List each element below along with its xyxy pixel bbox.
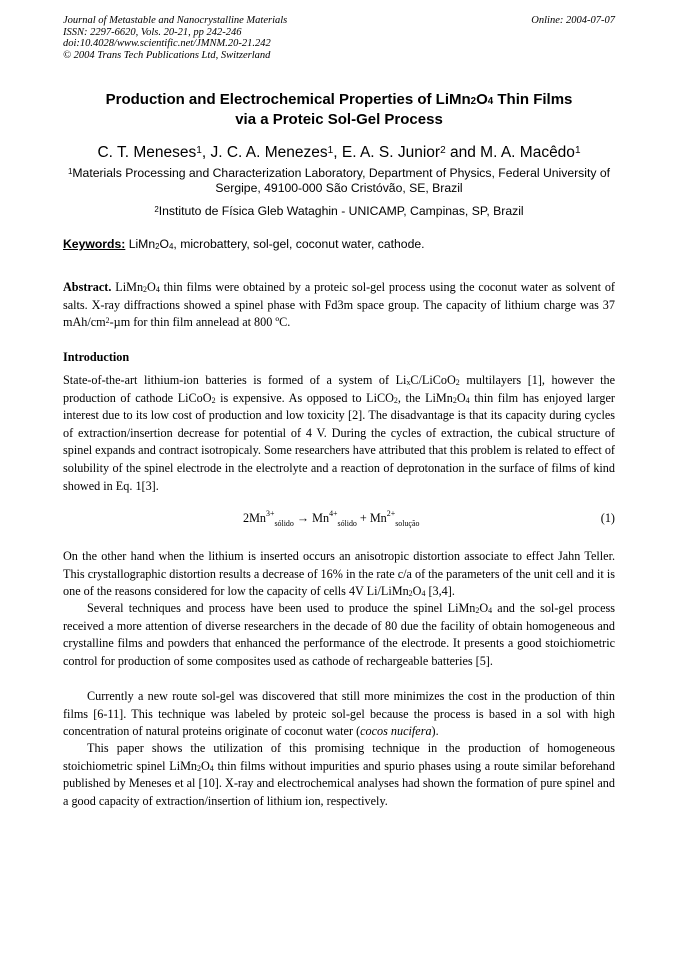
- paper-title: Production and Electrochemical Properties of $LiMn_2O_4$ Thin Films via a Proteic Sol-Gel Process: [105, 91, 573, 128]
- equation-number: (1): [600, 511, 615, 525]
- abstract: Abstract. $LiMn_2O_4$ thin films were obtained by a proteic sol-gel process using the coconut water as solvent of salts. X-ray diffractions showed a spinel phase with Fd3m space group. The capacity of lithium charge was 37 mAh/$cm^2-\mu m$ for thin film annelead at 800 ºC.: [63, 280, 615, 330]
- journal-copyright: © 2004 Trans Tech Publications Ltd, Switzerland: [63, 49, 271, 61]
- online-date: Online: 2004-07-07: [531, 15, 615, 26]
- author-name: and M. A. Macêdo: [445, 144, 575, 161]
- paragraph: On the other hand when the lithium is inserted occurs an anisotropic distortion associate to effect Jahn Teller. This crystallographic distortion results a decrease of 16% in the rate c/a of the parameters of the unit cell and it is one of the reasons considered for low the capacity of cells 4V $Li/LiMn_2O_4$ [3,4].: [63, 549, 615, 599]
- author-list: C. T. Meneses$^1$, J. C. A. Menezes$^1$, E. A. S. Junior$^2$ and M. A. Macêdo$^1$: [97, 144, 581, 161]
- author-name: C. T. Meneses: [97, 144, 197, 161]
- section-heading-introduction: Introduction: [63, 350, 130, 364]
- affiliation-2: $^2$Instituto de Física Gleb Wataghin - UNICAMP, Campinas, SP, Brazil: [154, 204, 524, 218]
- journal-header: [63, 15, 615, 61]
- journal-issn: ISSN: 2297-6620, Vols. 20-21, pp 242-246: [63, 26, 242, 38]
- paper-title-line2: via a Proteic Sol-Gel Process: [235, 111, 443, 128]
- species-name: cocos nucifera: [360, 724, 432, 739]
- paragraph: State-of-the-art lithium-ion batteries is formed of a system of $Li_xC/LiCoO_2$ multilayers [1], however the production of cathode LiCoO$_2$ is expensive. As opposed to LiCO$_2$, the $LiMn_2O_4$ thin film has enjoyed larger interest due to its low cost of production and low toxicity [2]. The disadvantage is that its capacity during cycles of extraction/insertion decrease for potential of 4 V. During the cycles of extraction, the cubical structure of spinel expands and contract isotropicaly. Some researchers have attributed that this problem is related to effect of solubility of the spinel electrode in the electrolyte and a reaction of deprotonation in the surface of films of kind showed in Eq. 1[3].: [63, 373, 615, 493]
- paragraph: Several techniques and process have been used to produce the spinel $LiMn_2O_4$ and the sol-gel process received a more attention of diverse researchers in the decade of 80 due the facility of obtain homogeneous and crystalline films and powders that enhanced the performance of the electrode. It presents a good stoichiometric control for production of some composites used as cathode of rechargeable batteries [5].: [63, 601, 615, 668]
- paragraph: Currently a new route sol-gel was discovered that still more minimizes the cost in the production of thin films [6-11]. This technique was labeled by proteic sol-gel because the process is based in a sol with high concentration of natural proteins originate of coconut water (cocos nucifera).: [63, 689, 615, 739]
- keywords-label: Keywords:: [63, 237, 126, 251]
- paragraph: This paper shows the utilization of this promising technique in the production of homogeneous stoichiometric spinel $LiMn_2O_4$ thin films without impurities and spurio phases using a route similar beforehand published by Meneses et al [10]. X-ray and electrochemical analyses had shown the formation of pure spinel and a good capacity of extraction/insertion of lithium ion, respectively.: [63, 741, 615, 808]
- equation-1: [63, 511, 615, 529]
- author-name: , E. A. S. Junior: [333, 144, 441, 161]
- journal-name: Journal of Metastable and Nanocrystalline Materials: [63, 15, 288, 26]
- equation-body: $2Mn^{3+}_{sólido} \to Mn^{4+}_{sólido} + Mn^{2+}_{solução}$: [243, 509, 420, 528]
- abstract-label: Abstract.: [63, 280, 112, 294]
- journal-doi: doi:10.4028/www.scientific.net/JMNM.20-21.242: [63, 38, 271, 49]
- author-name: , J. C. A. Menezes: [201, 144, 328, 161]
- keywords: Keywords: $LiMn_2O_4$, microbattery, sol-gel, coconut water, cathode.: [63, 237, 425, 251]
- affiliation-1: $^1$Materials Processing and Characterization Laboratory, Department of Physics, Federal University of Sergipe, 49100-000 São Cristóvão, SE, Brazil: [67, 166, 611, 195]
